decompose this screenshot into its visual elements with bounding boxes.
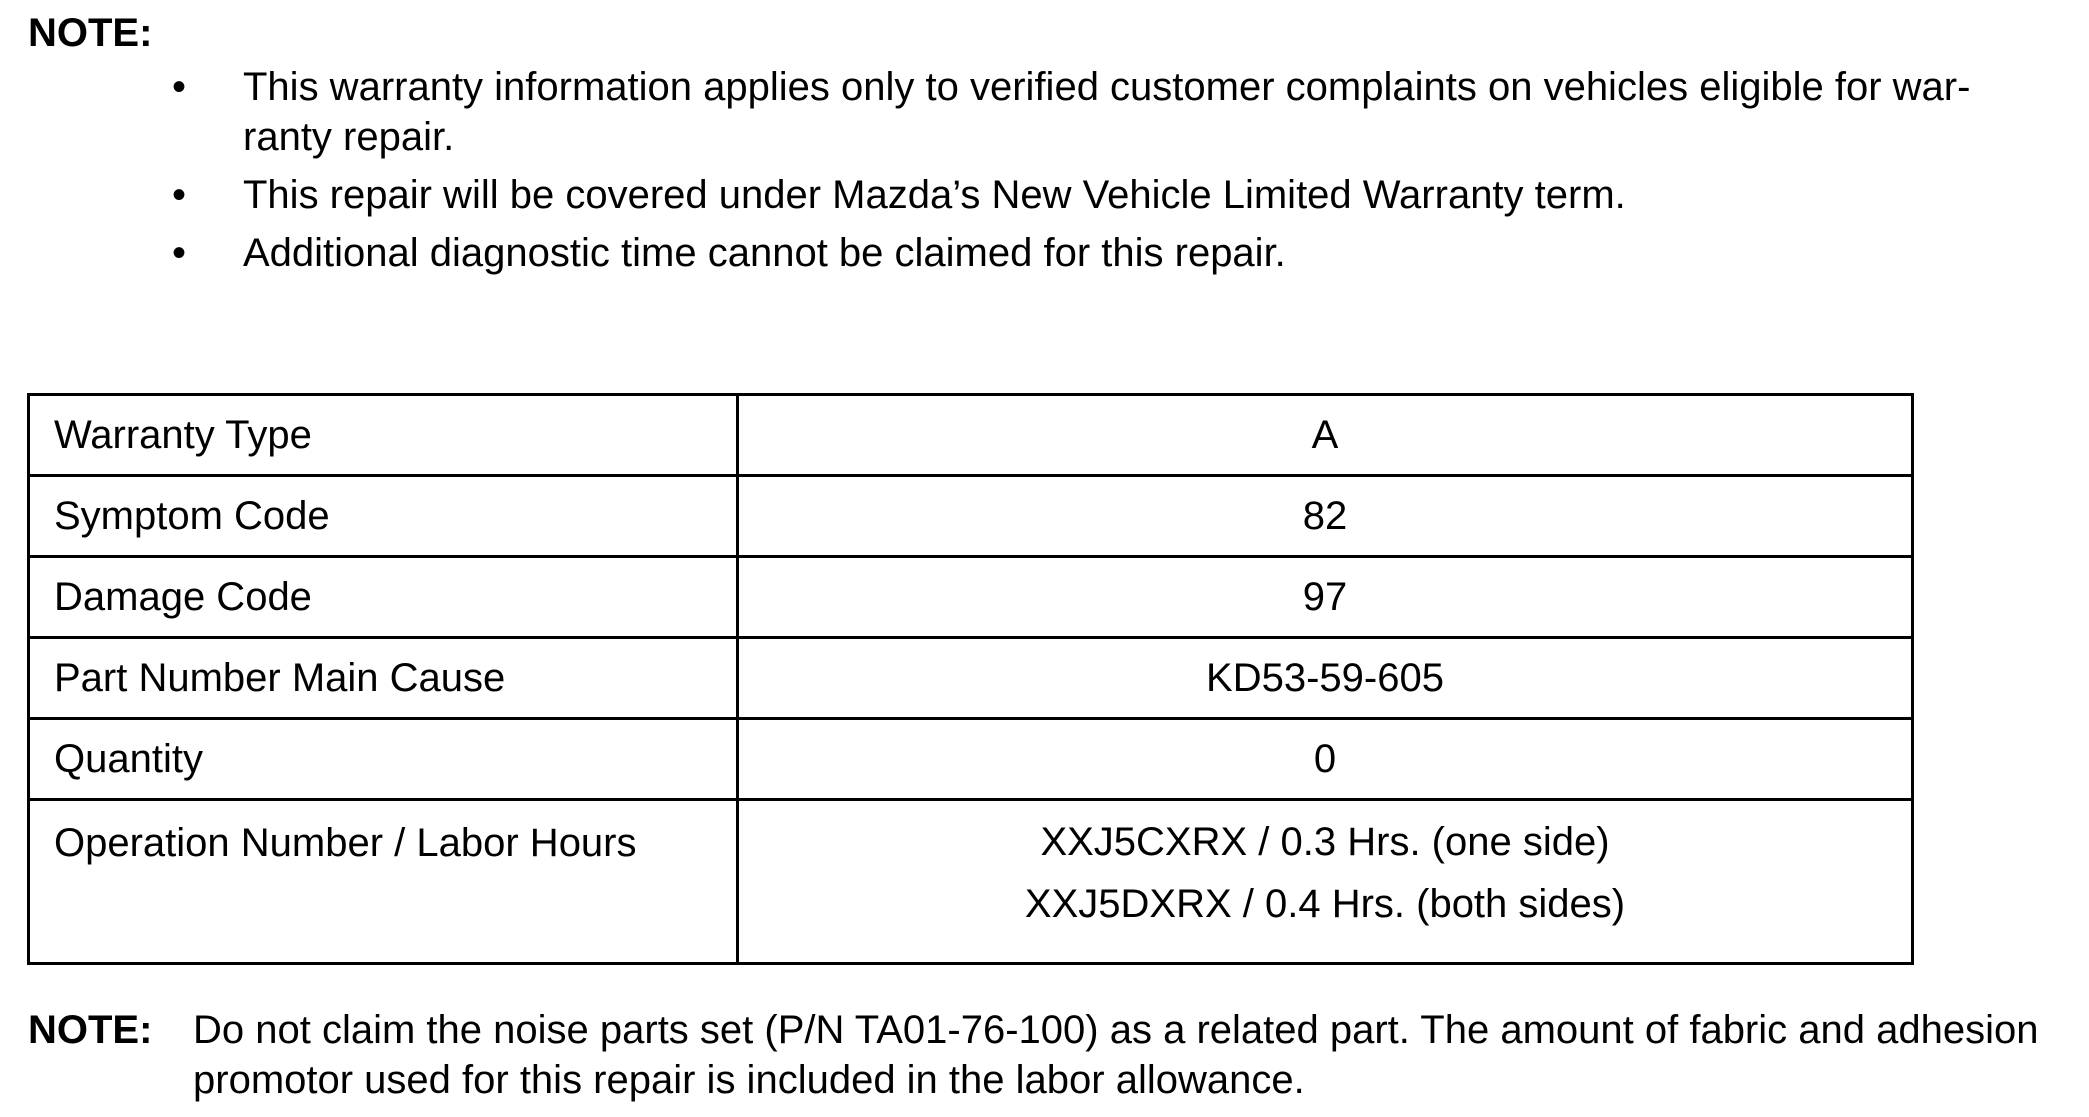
row-label: Warranty Type: [29, 395, 738, 476]
note-bullet-list: [0, 62, 2089, 286]
row-label: Operation Number / Labor Hours: [29, 800, 738, 964]
warranty-table: [27, 393, 1914, 965]
labor-operation-one-side: XXJ5CXRX / 0.3 Hrs. (one side): [1040, 820, 1610, 864]
bullet-icon: •: [172, 65, 187, 109]
table-row: [29, 638, 1913, 719]
bottom-note: [28, 1005, 2068, 1105]
row-label: Symptom Code: [29, 476, 738, 557]
row-value: [738, 800, 1913, 964]
labor-operation-both-sides: XXJ5DXRX / 0.4 Hrs. (both sides): [1024, 882, 1626, 926]
row-value: A: [738, 395, 1913, 476]
row-value: 0: [738, 719, 1913, 800]
note-bullet-text: Additional diagnostic time cannot be claimed for this repair.: [243, 231, 1286, 275]
table-row: [29, 395, 1913, 476]
note-bullet-text: This warranty information applies only to verified customer complaints on vehicles eligible for warranty repair.: [243, 65, 1971, 159]
note-bullet-item: [0, 228, 2043, 278]
bullet-icon: •: [172, 173, 187, 217]
row-value: 82: [738, 476, 1913, 557]
note-bullet-item: [0, 62, 2043, 162]
note-heading: NOTE:: [28, 11, 153, 55]
row-value: KD53-59-605: [738, 638, 1913, 719]
table-row: [29, 557, 1913, 638]
table-row: [29, 800, 1913, 964]
note-bullet-text: This repair will be covered under Mazda’s New Vehicle Limited Warranty term.: [243, 173, 1626, 217]
bullet-icon: •: [172, 231, 187, 275]
row-value: 97: [738, 557, 1913, 638]
row-label: Damage Code: [29, 557, 738, 638]
bottom-note-label: NOTE:: [28, 1008, 153, 1052]
row-label: Part Number Main Cause: [29, 638, 738, 719]
table-row: [29, 719, 1913, 800]
bottom-note-text: Do not claim the noise parts set (P/N TA01-76-100) as a related part. The amount of fabric and adhesion promotor used for this repair is included in the labor allowance.: [193, 1008, 2039, 1102]
row-label: Quantity: [29, 719, 738, 800]
table-row: [29, 476, 1913, 557]
note-bullet-item: [0, 170, 2043, 220]
